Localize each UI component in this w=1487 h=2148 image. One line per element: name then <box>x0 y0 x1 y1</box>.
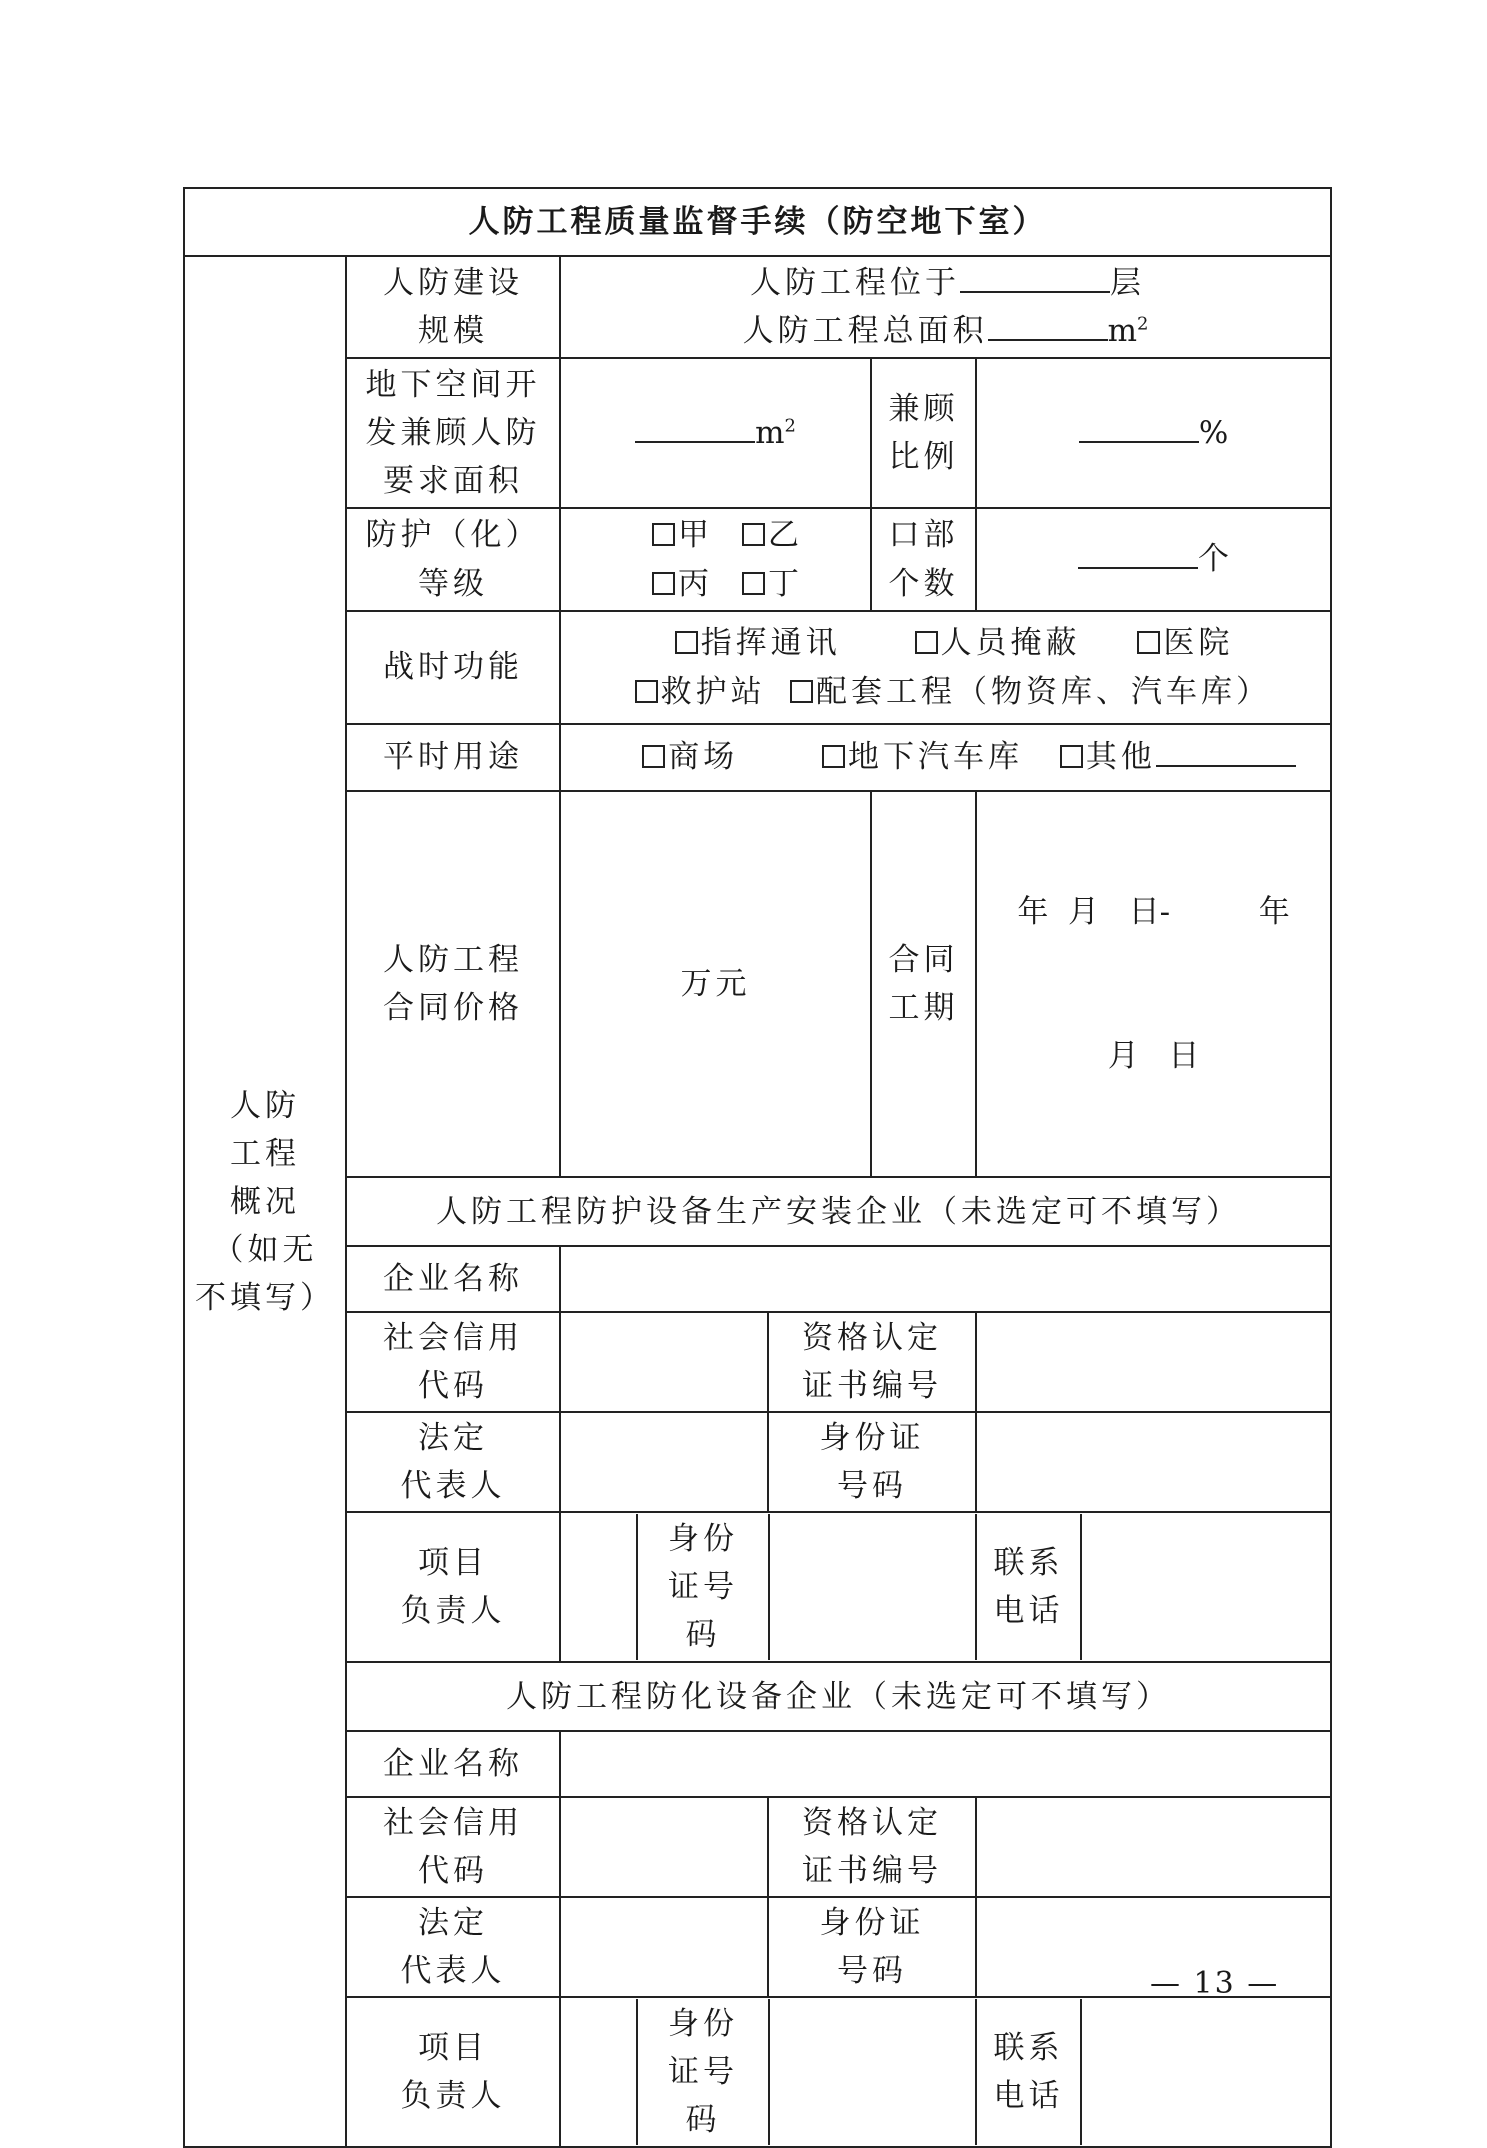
phone-label: 联系 电话 <box>976 1999 1081 2145</box>
underground-label: 地下空间开 发兼顾人防 要求面积 <box>346 358 560 508</box>
legal-rep-field[interactable] <box>560 1412 768 1512</box>
id-no-field[interactable] <box>976 1412 1331 1512</box>
other-blank[interactable] <box>1156 735 1296 767</box>
project-lead-label: 项目 负责人 <box>346 1997 560 2147</box>
floor-blank[interactable] <box>960 261 1110 293</box>
checkbox[interactable] <box>675 631 698 654</box>
checkbox[interactable] <box>1060 745 1083 768</box>
section-heading: 人防工程防护设备生产安装企业（未选定可不填写） <box>346 1177 1331 1246</box>
contract-period-cell[interactable]: 年 月 日- 年 月 日 <box>976 791 1331 1177</box>
lead-id-field[interactable] <box>769 1999 976 2145</box>
contract-price-label: 人防工程 合同价格 <box>346 791 560 1177</box>
credit-code-field[interactable] <box>560 1797 768 1897</box>
wartime-options: 指挥通讯 人员掩蔽 医院 救护站 配套工程（物资库、汽车库） <box>560 611 1331 724</box>
checkbox[interactable] <box>790 680 813 703</box>
lead-id-label: 身份 证号 码 <box>637 1514 769 1660</box>
checkbox[interactable] <box>742 572 765 595</box>
ratio-blank[interactable] <box>1079 411 1199 443</box>
wartime-label: 战时功能 <box>346 611 560 724</box>
id-no-label: 身份证 号码 <box>768 1412 976 1512</box>
units-cell: 个 <box>976 508 1331 611</box>
form-title: 人防工程质量监督手续（防空地下室） <box>184 188 1331 256</box>
phone-field[interactable] <box>1081 1514 1330 1660</box>
ratio-cell: % <box>976 358 1331 508</box>
company-name-label: 企业名称 <box>346 1246 560 1312</box>
phone-field[interactable] <box>1081 1999 1330 2145</box>
cert-no-label: 资格认定 证书编号 <box>768 1797 976 1897</box>
underground-area-blank[interactable] <box>635 411 755 443</box>
project-lead-field[interactable] <box>561 1999 637 2145</box>
checkbox[interactable] <box>652 523 675 546</box>
units-blank[interactable] <box>1078 537 1198 569</box>
left-header: 人防 工程 概况 （如无 不填写） <box>184 256 346 2147</box>
page-number: — 13 — <box>1150 1966 1280 2001</box>
peacetime-options: 商场 地下汽车库 其他 <box>560 724 1331 791</box>
legal-rep-label: 法定 代表人 <box>346 1897 560 1997</box>
project-lead-row <box>560 1997 1331 2147</box>
credit-code-field[interactable] <box>560 1312 768 1412</box>
project-lead-field[interactable] <box>561 1514 637 1660</box>
lead-id-field[interactable] <box>769 1514 976 1660</box>
project-lead-row <box>560 1512 1331 1662</box>
company-name-field[interactable] <box>560 1731 1331 1797</box>
legal-rep-field[interactable] <box>560 1897 768 1997</box>
contract-price-cell[interactable]: 万元 <box>560 791 871 1177</box>
underground-area-cell: $m^2$ <box>560 358 871 508</box>
checkbox[interactable] <box>642 745 665 768</box>
scale-cell: 人防工程位于 层 人防工程总面积 $m^2$ <box>560 256 1331 358</box>
scale-label: 人防建设 规模 <box>346 256 560 358</box>
total-area-blank[interactable] <box>988 309 1108 341</box>
checkbox[interactable] <box>742 523 765 546</box>
legal-rep-label: 法定 代表人 <box>346 1412 560 1512</box>
checkbox[interactable] <box>915 631 938 654</box>
peacetime-label: 平时用途 <box>346 724 560 791</box>
contract-period-label: 合同 工期 <box>871 791 976 1177</box>
supervision-form <box>183 187 1332 2148</box>
cert-no-field[interactable] <box>976 1797 1331 1897</box>
project-lead-label: 项目 负责人 <box>346 1512 560 1662</box>
ratio-label: 兼顾 比例 <box>871 358 976 508</box>
checkbox[interactable] <box>652 572 675 595</box>
units-label: 口部 个数 <box>871 508 976 611</box>
credit-code-label: 社会信用 代码 <box>346 1312 560 1412</box>
lead-id-label: 身份 证号 码 <box>637 1999 769 2145</box>
cert-no-field[interactable] <box>976 1312 1331 1412</box>
section-heading: 人防工程防化设备企业（未选定可不填写） <box>346 1662 1331 1731</box>
checkbox[interactable] <box>1137 631 1160 654</box>
cert-no-label: 资格认定 证书编号 <box>768 1312 976 1412</box>
protection-grades-cell: 甲 乙 丙 丁 <box>560 508 871 611</box>
checkbox[interactable] <box>822 745 845 768</box>
id-no-label: 身份证 号码 <box>768 1897 976 1997</box>
company-name-label: 企业名称 <box>346 1731 560 1797</box>
company-name-field[interactable] <box>560 1246 1331 1312</box>
credit-code-label: 社会信用 代码 <box>346 1797 560 1897</box>
checkbox[interactable] <box>635 680 658 703</box>
phone-label: 联系 电话 <box>976 1514 1081 1660</box>
protection-label: 防护（化） 等级 <box>346 508 560 611</box>
